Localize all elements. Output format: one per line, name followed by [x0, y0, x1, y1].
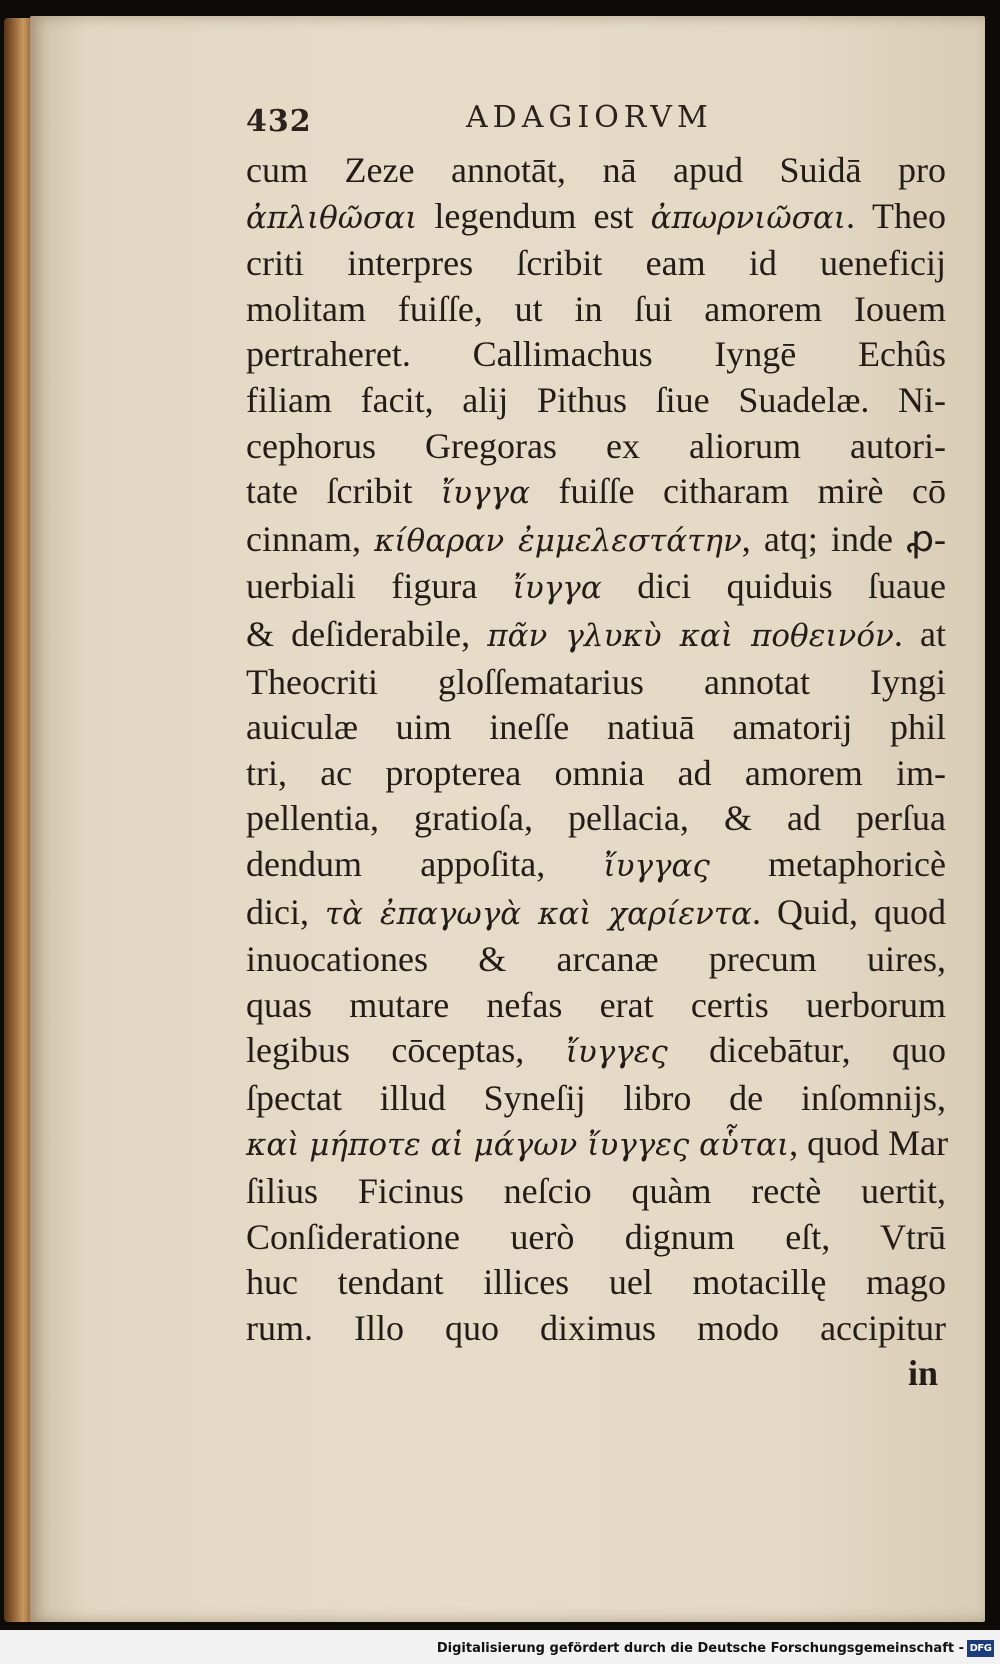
text-line — [246, 194, 946, 242]
catchword: in — [907, 1353, 938, 1394]
greek-phrase: ἀπωρνιῶσαι — [650, 199, 846, 236]
running-head: ADAGIORVM — [466, 100, 713, 135]
latin-text: dendum appoſita, — [246, 843, 604, 884]
greek-phrase: ἴυγγες — [565, 1034, 668, 1071]
latin-text: rum. Illo quo diximus modo accipitur — [246, 1307, 946, 1348]
latin-text: filiam facit, alij Pithus ſiue Suadelæ. Ni- — [246, 379, 946, 420]
latin-text: huc tendant illices uel motacillę mago — [246, 1262, 946, 1303]
latin-text: pertraheret. Callimachus Iyngē Echûs — [246, 334, 946, 375]
latin-text: uerbiali figura — [246, 566, 513, 607]
text-line — [246, 332, 946, 378]
latin-text: tate ſcribit — [246, 471, 442, 512]
text-line — [246, 1215, 946, 1261]
latin-text: ſilius Ficinus neſcio quàm rectè uertit, — [246, 1171, 946, 1212]
text-line — [246, 424, 946, 470]
latin-text: ſpectat illud Syneſij libro de inſomnijs, — [246, 1077, 946, 1118]
latin-text: dicebātur, quo — [667, 1030, 946, 1071]
latin-text: fuiſſe citharam mirè cō — [530, 471, 947, 512]
greek-phrase: ἴυγγα — [512, 570, 602, 607]
latin-text: cephorus Gregoras ex aliorum autori- — [246, 425, 946, 466]
latin-text: cum Zeze annotāt, nā apud Suidā pro — [246, 150, 946, 190]
text-line — [246, 842, 946, 890]
dfg-logo: DFG — [967, 1640, 994, 1657]
text-line — [246, 1121, 949, 1169]
text-line — [246, 378, 946, 424]
text-line — [246, 705, 946, 751]
latin-text: molitam fuiſſe, ut in ſui amorem Iouem — [246, 288, 946, 329]
greek-phrase: κίθαραν ἐμμελεστάτην — [374, 522, 742, 559]
latin-text: , quod Mar — [789, 1123, 949, 1164]
text-line — [246, 1028, 946, 1076]
latin-text: . at — [893, 613, 947, 654]
latin-text: Conſideratione uerò dignum eſt, Vtrū — [246, 1216, 946, 1257]
text-line — [246, 751, 946, 797]
text-line — [246, 612, 946, 660]
latin-text: pellentia, gratioſa, pellacia, & ad perſua — [246, 798, 946, 839]
text-line — [246, 1169, 946, 1215]
text-line — [246, 660, 946, 706]
latin-text: dici quiduis ſuaue — [601, 566, 946, 607]
latin-text: , atq; inde ꝓ- — [741, 518, 946, 559]
latin-text: dici, — [246, 891, 325, 932]
latin-text: criti interpres ſcribit eam id ueneficij — [246, 243, 946, 284]
greek-phrase: τὰ ἐπαγωγὰ καὶ χαρίεντα — [325, 895, 752, 932]
text-line — [246, 148, 946, 194]
text-line — [246, 469, 946, 517]
text-line — [246, 241, 946, 287]
latin-text: & deſiderabile, — [246, 613, 488, 654]
latin-text: cinnam, — [246, 518, 375, 559]
text-line — [246, 937, 946, 983]
funding-credit: Digitalisierung gefördert durch die Deutsche Forschungsgemeinschaft - — [436, 1641, 964, 1656]
latin-text: legibus cōceptas, — [246, 1030, 566, 1071]
latin-text: auiculæ uim ineſſe natiuā amatorij phil — [246, 707, 946, 748]
latin-text: Theocriti gloſſematarius annotat Iyngi — [246, 661, 946, 702]
text-line — [246, 564, 946, 612]
page-header — [0, 100, 1000, 144]
greek-phrase: ἴυγγα — [441, 475, 531, 512]
latin-text: tri, ac propterea omnia ad amorem im- — [246, 752, 946, 793]
text-line — [246, 983, 946, 1029]
greek-phrase: ἴυγγας — [603, 847, 710, 884]
text-line — [246, 1076, 946, 1122]
text-line — [246, 1260, 946, 1306]
text-block — [246, 148, 949, 1397]
latin-text: . Quid, quod — [751, 891, 947, 932]
text-line — [246, 287, 946, 333]
footer-bar — [0, 1630, 1000, 1664]
text-line — [246, 1306, 946, 1352]
greek-phrase: πᾶν γλυκὺ καὶ ποθεινόν — [487, 617, 894, 654]
text-line — [246, 890, 946, 938]
latin-text: . Theo — [845, 195, 947, 236]
page-number: 432 — [246, 104, 312, 139]
text-line — [246, 796, 946, 842]
greek-phrase: καὶ μήποτε αἱ μάγων ἴυγγες αὗται — [246, 1127, 790, 1164]
latin-text: inuocationes & arcanæ precum uires, — [246, 939, 946, 980]
greek-phrase: ἀπλιθῶσαι — [246, 199, 418, 236]
latin-text: metaphoricè — [709, 843, 946, 884]
latin-text: quas mutare nefas erat certis uerborum — [246, 984, 946, 1025]
latin-text: legendum est — [417, 195, 651, 236]
text-line — [246, 517, 946, 565]
